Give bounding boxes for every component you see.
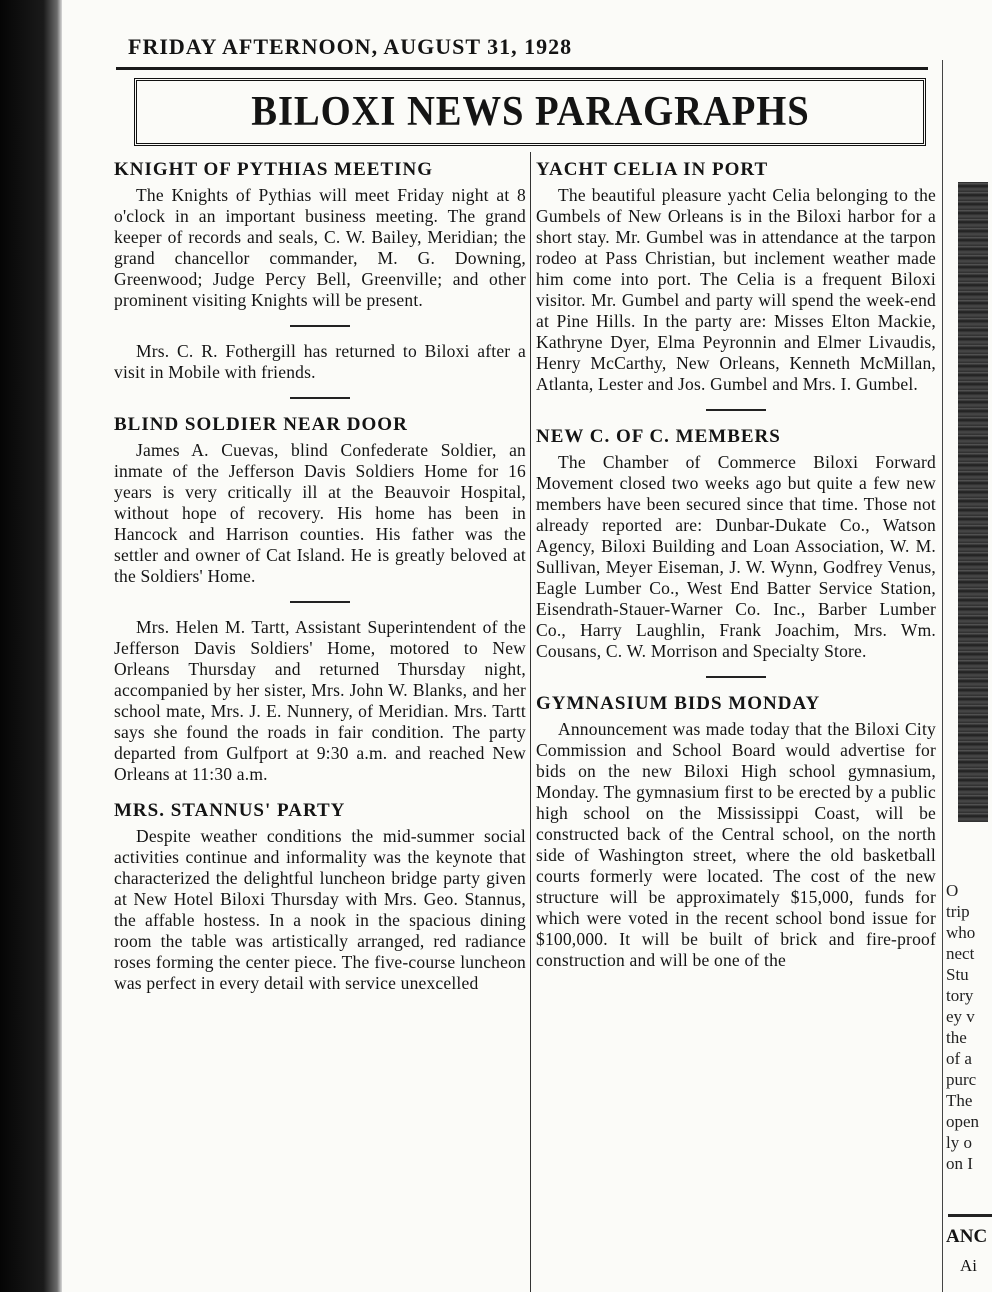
scan-border [0, 0, 62, 1292]
edge-line: ly o [946, 1133, 972, 1152]
dateline: FRIDAY AFTERNOON, AUGUST 31, 1928 [128, 34, 573, 59]
edge-line: The [946, 1091, 973, 1110]
headline-stannus-party: MRS. STANNUS' PARTY [114, 800, 346, 821]
article-stannus-party: Despite weather conditions the mid-summer social activities continue and informality was the keynote that characterized the delightful luncheon bridge party given at New Hotel Biloxi Thursday with Mrs. Geo. Stannus, the affable hostess. In a nook in the spacious dining room the table was artistically arranged, red radiance roses forming the center piece. The five-course luncheon was perfect in every detail with service unexcelled [114, 826, 526, 993]
masthead [134, 78, 926, 146]
edge-line: who [946, 923, 976, 942]
edge-line: open [946, 1112, 980, 1131]
edge-line: purc [946, 1070, 977, 1089]
edge-line: the [946, 1028, 967, 1047]
page-title: BILOXI NEWS PARAGRAPHS [250, 89, 810, 135]
separator [290, 601, 350, 603]
separator [290, 325, 350, 327]
article-yacht-celia: The beautiful pleasure yacht Celia belonging to the Gumbels of New Orleans is in the Biloxi harbor for a short stay. Mr. Gumbel was in attendance at the tarpon rodeo at Pass Christian, but inclement weather made him come into port. The Celia is a frequent Biloxi visitor. Mr. Gumbel and party will spend the week-end at Pine Hills. In the party are: Misses Elton Mackie, Kathryne Dyer, Elma Peyronnin and Elmer Livaudis, Henry McCarthy, New Orleans, Kenneth McMillan, Atlanta, Lester and Jos. Gumbel and Mrs. I. Gumbel. [536, 185, 936, 394]
headline-chamber-members: NEW C. OF C. MEMBERS [536, 426, 781, 447]
separator [706, 676, 766, 678]
separator [706, 409, 766, 411]
article-chamber-members: The Chamber of Commerce Biloxi Forward Movement closed two weeks ago but quite a few new members have been secured since that time. Those not already reported are: Dunbar-Dukate Co., Watson Agency, Biloxi Building and Loan Association, W. M. Sullivan, Meyer Eiseman, J. W. Wynn, Godfrey Venus, Eagle Lumber Co., West End Batter Service Station, Eisendrath-Stauer-Warner Co. Inc., Barber Lumber Co., Harry Laughlin, Frank Joachim, Mrs. Wm. Cousans, C. W. Morrison and Specialty Store. [536, 452, 936, 661]
column-right [536, 158, 936, 1292]
edge-line: trip [946, 902, 970, 921]
headline-gymnasium-bids: GYMNASIUM BIDS MONDAY [536, 693, 821, 714]
separator [290, 397, 350, 399]
article-knights-of-pythias: The Knights of Pythias will meet Friday night at 8 o'clock in an important business meeting. The grand keeper of records and seals, C. W. Bailey, Meridian; the grand chancellor commander, M. G. Downing, Greenwood; Judge Percy Bell, Greenville; and other prominent visiting Knights will be present. [114, 185, 526, 310]
adjacent-column-fragment: Ai [960, 1256, 977, 1275]
article-blind-soldier: James A. Cuevas, blind Confederate Soldier, an inmate of the Jefferson Davis Soldiers Home for 16 years is very critically ill at the Beauvoir Hospital, without hope of recovery. His home has been in Hancock and Harrison counties. His father was the settler and owner of Cat Island. He is greatly beloved at the Soldiers' Home. [114, 440, 526, 586]
edge-line: of a [946, 1049, 972, 1068]
article-tartt: Mrs. Helen M. Tartt, Assistant Superintendent of the Jefferson Davis Soldiers' Home, motored to New Orleans Thursday and returned Thursday night, accompanied by her sister, Mrs. John W. Blanks, and her school mate, Mrs. J. E. Nunnery, of Meridian. Mrs. Tartt says she found the roads in fair condition. The party departed from Gulfport at 9:30 a.m. and reached New Orleans at 11:30 a.m. [114, 617, 526, 784]
column-left [114, 158, 526, 1292]
edge-line: O [946, 881, 959, 900]
edge-line: ey v [946, 1007, 975, 1026]
adjacent-column-headline: ANC [946, 1226, 988, 1247]
edge-line: on I [946, 1154, 973, 1173]
edge-line: nect [946, 944, 975, 963]
adjacent-column-image [958, 182, 988, 822]
column-divider-right [942, 60, 943, 1292]
article-gymnasium-bids: Announcement was made today that the Biloxi City Commission and School Board would advertise for bids on the new Biloxi High school gymnasium, Monday. The gymnasium first to be erected by a public high school on the Mississippi Coast, will be constructed back of the Central school, on the north side of Washington street, where the old basketball courts formerly were located. The cost of the new structure will be approximately $15,000, funds for which were voted in the recent school bond issue for $100,000. It will be built of brick and fire-proof construction and will be one of the [536, 719, 936, 970]
edge-line: Stu [946, 965, 969, 984]
adjacent-column-text [946, 880, 992, 1180]
headline-yacht-celia: YACHT CELIA IN PORT [536, 159, 769, 180]
headline-knights-of-pythias: KNIGHT OF PYTHIAS MEETING [114, 159, 434, 180]
adjacent-column-rule [948, 1214, 992, 1217]
article-fothergill: Mrs. C. R. Fothergill has returned to Biloxi after a visit in Mobile with friends. [114, 341, 526, 382]
top-rule [116, 67, 928, 70]
edge-line: tory [946, 986, 974, 1005]
column-divider [530, 152, 531, 1292]
headline-blind-soldier: BLIND SOLDIER NEAR DOOR [114, 414, 408, 435]
